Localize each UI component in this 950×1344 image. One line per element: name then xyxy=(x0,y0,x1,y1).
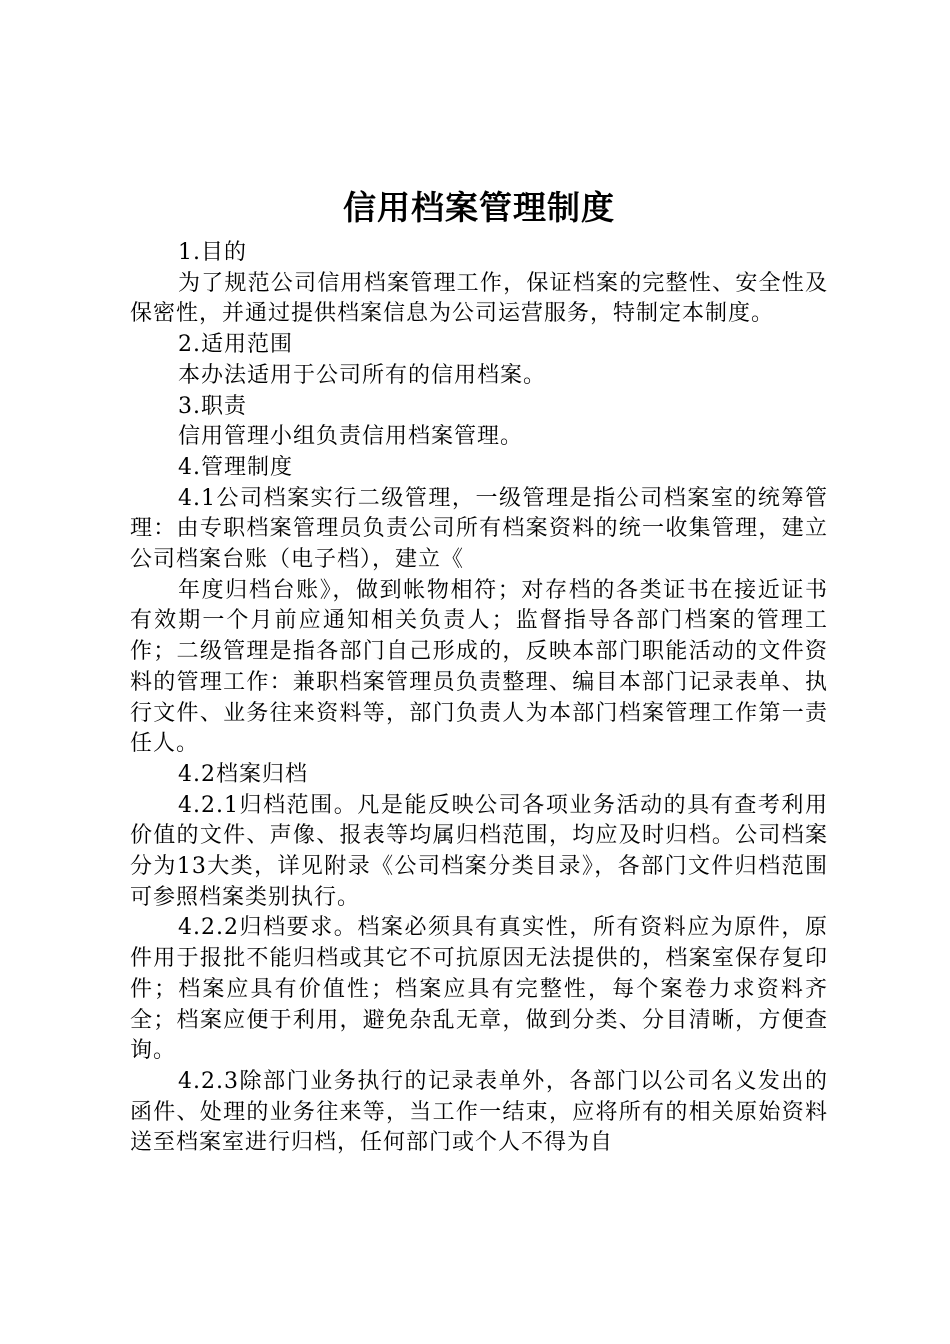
body-paragraph: 4.2.1归档范围。凡是能反映公司各项业务活动的具有查考利用价值的文件、声像、报表等均属归档范围，均应及时归档。公司档案分为13大类，详见附录《公司档案分类目录》，各部门文件归档范围可参照档案类别执行。 xyxy=(130,792,828,910)
body-paragraph: 本办法适用于公司所有的信用档案。 xyxy=(178,362,547,388)
body-paragraph: 4.2.2归档要求。档案必须具有真实性，所有资料应为原件，原件用于报批不能归档或其它不可抗原因无法提供的，档案室保存复印件；档案应具有价值性；档案应具有完整性，每个案卷力求资料齐全；档案应便于利用，避免杂乱无章，做到分类、分目清晰，方便查询。 xyxy=(130,915,828,1064)
body-paragraph: 4.2.3除部门业务执行的记录表单外，各部门以公司名义发出的函件、处理的业务往来等，当工作一结束，应将所有的相关原始资料送至档案室进行归档，任何部门或个人不得为自 xyxy=(130,1068,828,1156)
body-paragraph: 信用管理小组负责信用档案管理。 xyxy=(178,424,524,450)
body-paragraph: 为了规范公司信用档案管理工作，保证档案的完整性、安全性及保密性，并通过提供档案信息为公司运营服务，特制定本制度。 xyxy=(130,270,828,327)
section-heading: 3.职责 xyxy=(178,393,247,419)
document-title: 信用档案管理制度 xyxy=(343,188,615,227)
section-heading: 4.管理制度 xyxy=(178,454,293,480)
body-paragraph: 4.1公司档案实行二级管理，一级管理是指公司档案室的统筹管理：由专职档案管理员负责公司所有档案资料的统一收集管理，建立公司档案台账（电子档），建立《 xyxy=(130,485,828,573)
document-body xyxy=(130,238,828,1159)
section-heading: 2.适用范围 xyxy=(178,332,293,358)
document-page xyxy=(130,180,828,1159)
section-heading: 1.目的 xyxy=(178,240,247,265)
section-heading: 4.2档案归档 xyxy=(178,761,308,787)
body-paragraph: 年度归档台账》，做到帐物相符；对存档的各类证书在接近证书有效期一个月前应通知相关负责人；监督指导各部门档案的管理工作；二级管理是指各部门自己形成的，反映本部门职能活动的文件资料的管理工作：兼职档案管理员负责整理、编目本部门记录表单、执行文件、业务往来资料等，部门负责人为本部门档案管理工作第一责任人。 xyxy=(130,577,828,757)
